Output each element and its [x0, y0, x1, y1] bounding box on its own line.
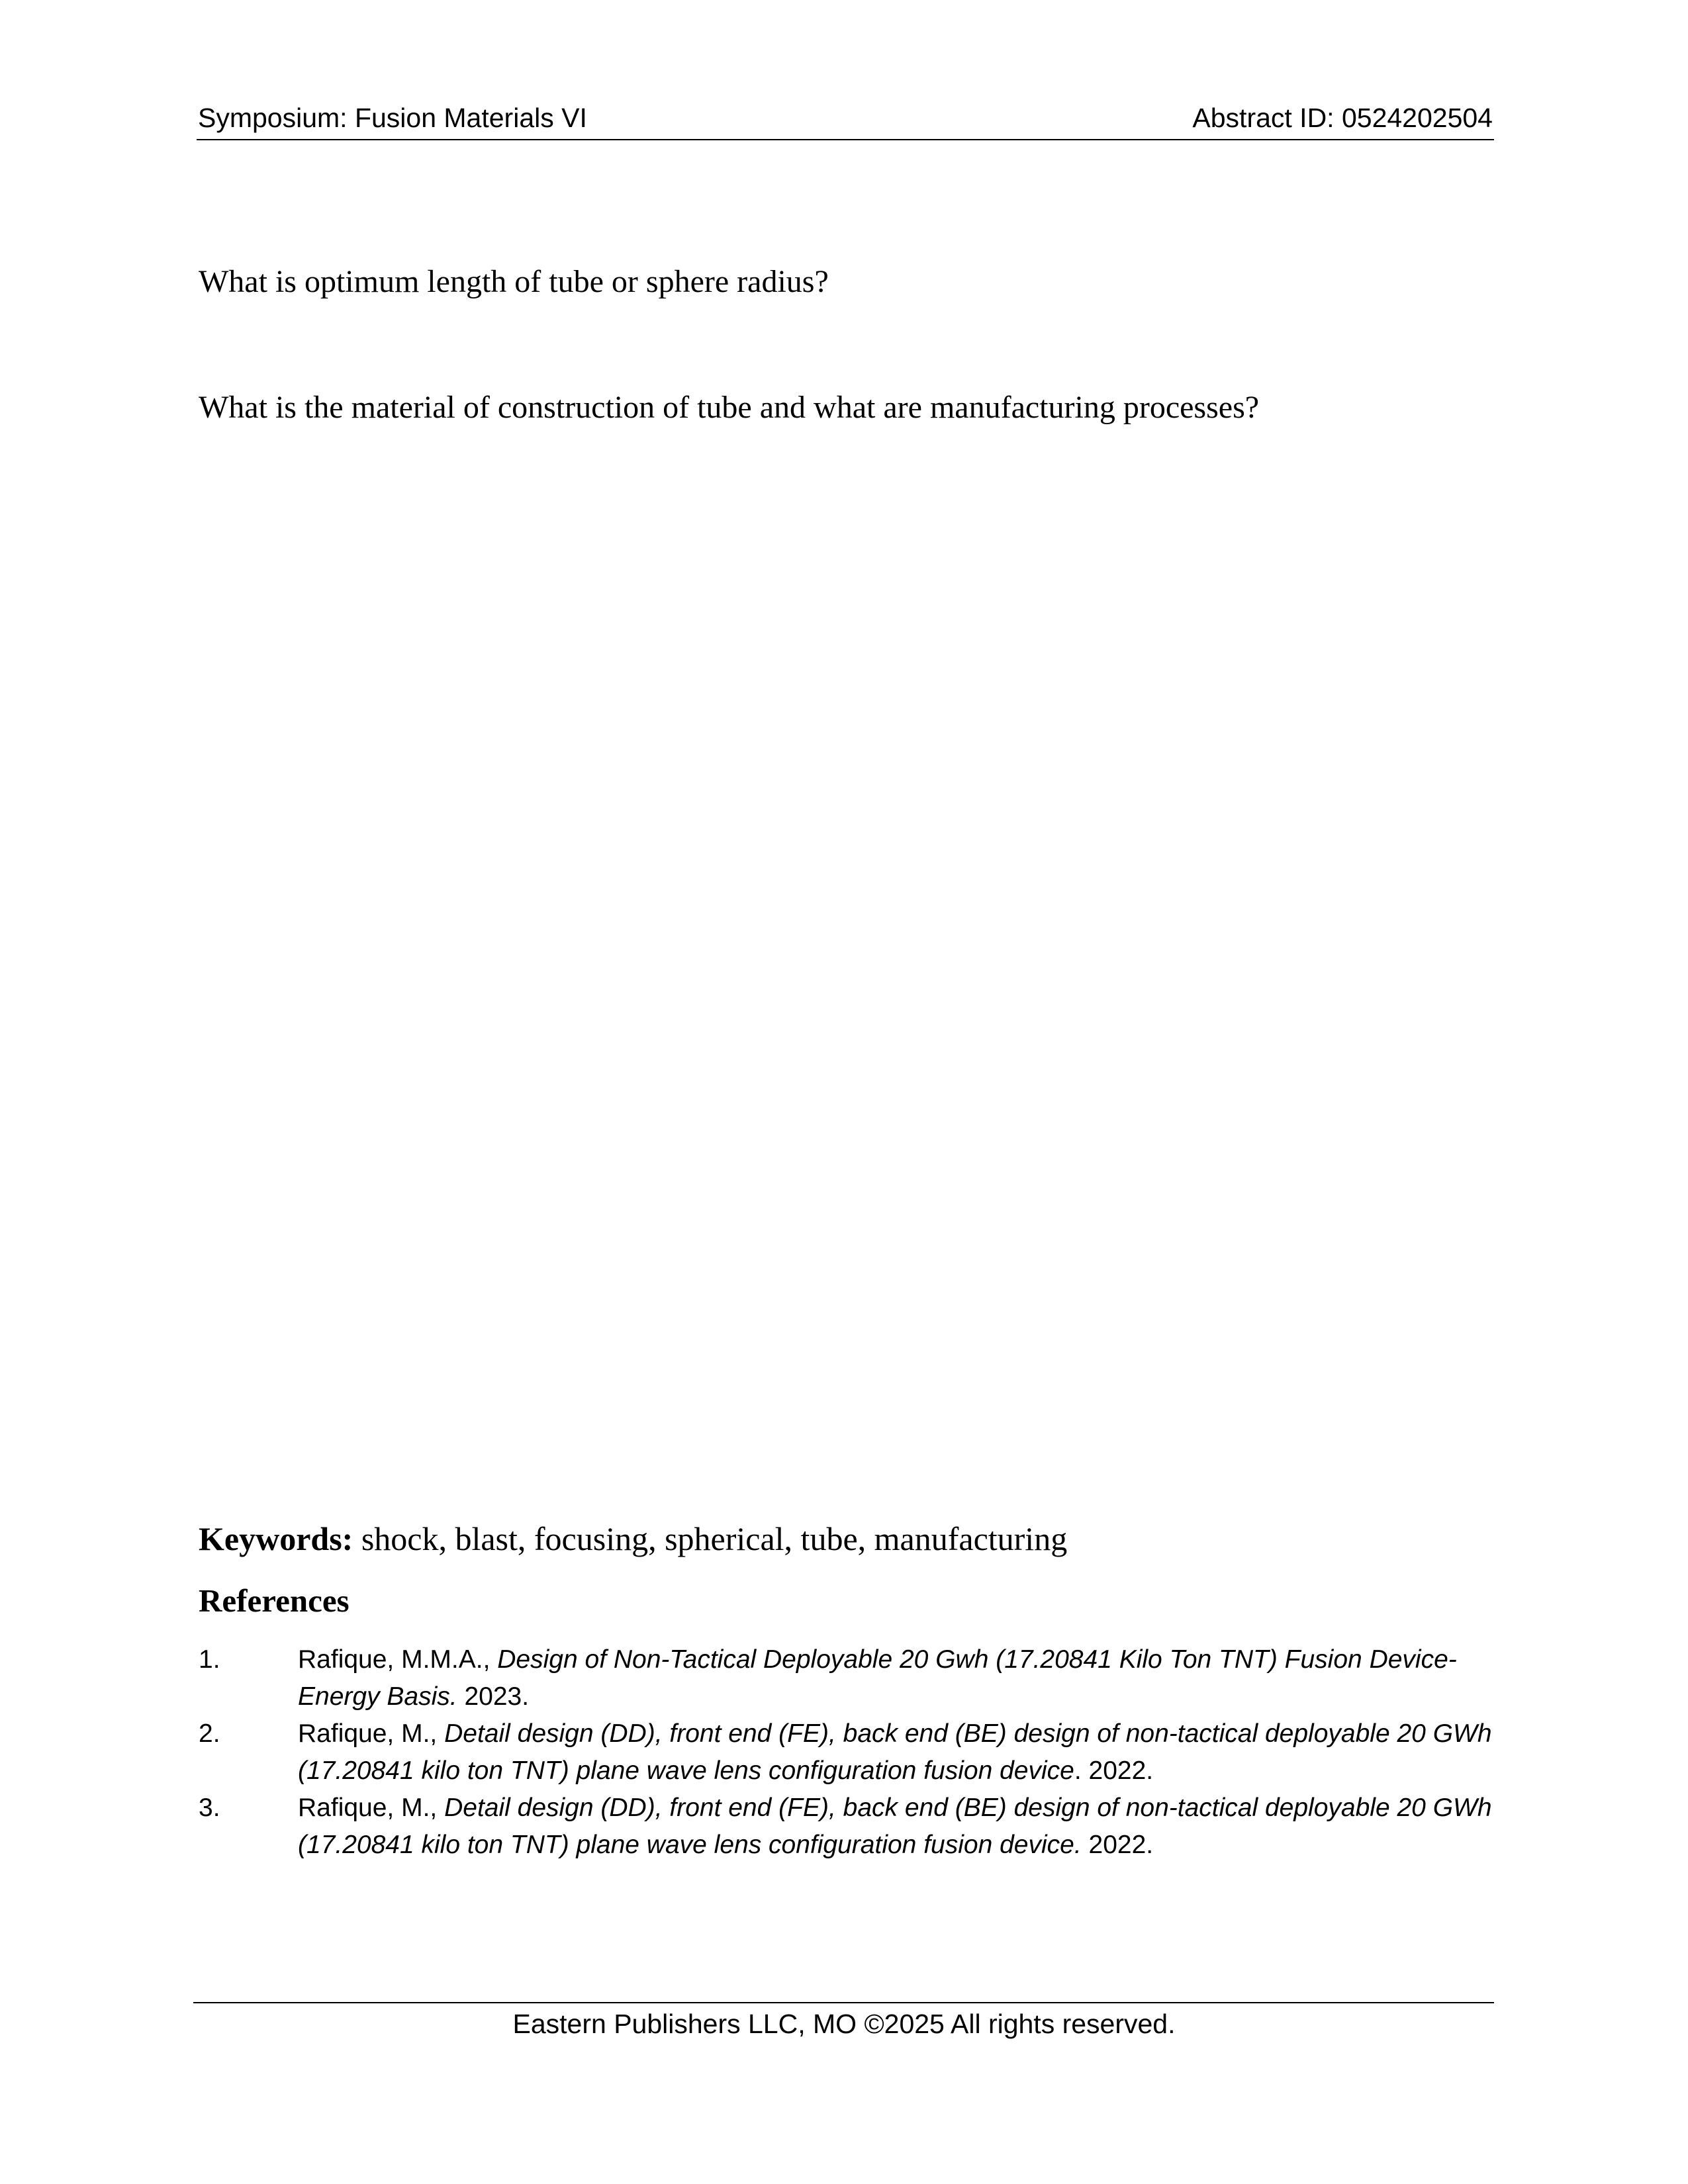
page-header: [197, 99, 1494, 140]
keywords-line: [199, 1520, 1067, 1558]
footer-copyright: Eastern Publishers LLC, MO ©2025 All rights reserved.: [512, 2009, 1176, 2039]
reference-item: [199, 1715, 1496, 1790]
keywords-text: shock, blast, focusing, spherical, tube, manufacturing: [353, 1520, 1068, 1557]
reference-year: . 2022.: [1074, 1756, 1154, 1785]
reference-year: 2023.: [457, 1682, 530, 1711]
reference-number: 1.: [199, 1645, 220, 1674]
reference-title: Detail design (DD), front end (FE), back end (BE) design of non-tactical deployable 20 GWh (17.20841 kilo ton TNT) plane wave lens configuration fusion device: [298, 1719, 1492, 1785]
symposium-title: Symposium: Fusion Materials VI: [198, 103, 587, 133]
reference-author: Rafique, M.M.A.,: [298, 1645, 498, 1674]
reference-title: Design of Non-Tactical Deployable 20 Gwh (17.20841 Kilo Ton TNT) Fusion Device-Energy Basis.: [298, 1645, 1457, 1711]
footer-divider: [193, 2002, 1494, 2003]
reference-author: Rafique, M.,: [298, 1719, 445, 1748]
reference-year: 2022.: [1081, 1831, 1154, 1859]
reference-author: Rafique, M.,: [298, 1794, 445, 1822]
question-tube-length: What is optimum length of tube or sphere radius?: [199, 264, 829, 299]
reference-item: [199, 1790, 1496, 1864]
keywords-label: Keywords:: [199, 1520, 353, 1557]
abstract-id: Abstract ID: 0524202504: [1192, 103, 1493, 133]
reference-number: 2.: [199, 1719, 220, 1748]
reference-title: Detail design (DD), front end (FE), back end (BE) design of non-tactical deployable 20 GWh (17.20841 kilo ton TNT) plane wave lens configuration fusion device.: [298, 1794, 1492, 1859]
references-heading: References: [199, 1582, 350, 1619]
reference-item: [199, 1641, 1496, 1715]
question-material: What is the material of construction of tube and what are manufacturing processes?: [199, 390, 1260, 425]
references-list: [199, 1641, 1496, 1864]
reference-number: 3.: [199, 1794, 220, 1822]
